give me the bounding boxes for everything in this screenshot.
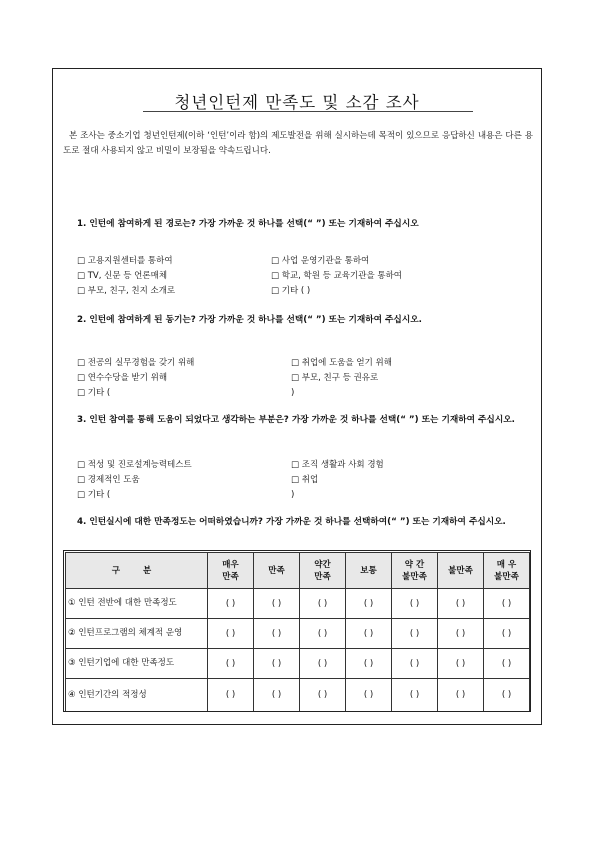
rating-blank[interactable]: ( ) xyxy=(317,628,328,639)
header-satisfied: 만족 xyxy=(254,553,300,589)
header-somewhat-dissatisfied: 약 간 불만족 xyxy=(392,553,438,589)
question-2-text: 2. 인턴에 참여하게 된 동기는? 가장 가까운 것 하나를 선택(“ ”) 또는 기재하여 주십시오. xyxy=(77,315,422,325)
rating-cell[interactable] xyxy=(346,619,392,649)
rating-blank[interactable]: ( ) xyxy=(501,598,512,609)
q1-option-1[interactable]: □ 고용지원센터를 통하여 xyxy=(77,256,173,266)
rating-blank[interactable]: ( ) xyxy=(225,658,236,669)
rating-blank[interactable]: ( ) xyxy=(501,658,512,669)
rating-cell[interactable] xyxy=(208,649,254,679)
rating-cell[interactable] xyxy=(484,679,530,712)
q1-option-2[interactable]: □ 사업 운영기관을 통하여 xyxy=(271,256,370,266)
rating-blank[interactable]: ( ) xyxy=(409,690,420,700)
rating-cell[interactable] xyxy=(346,679,392,712)
rating-blank[interactable]: ( ) xyxy=(363,628,374,639)
rating-cell[interactable] xyxy=(254,649,300,679)
table-row xyxy=(66,619,530,649)
row-label: ② 인턴프로그램의 체계적 운영 xyxy=(66,619,208,649)
rating-blank[interactable]: ( ) xyxy=(455,598,466,609)
table-header-row xyxy=(66,553,530,589)
rating-cell[interactable] xyxy=(392,589,438,619)
q2-option-5[interactable]: □ 기타 ( xyxy=(77,388,111,398)
rating-cell[interactable] xyxy=(300,589,346,619)
q1-option-5[interactable]: □ 부모, 친구, 친지 소개로 xyxy=(77,286,176,296)
table-row xyxy=(66,589,530,619)
rating-blank[interactable]: ( ) xyxy=(409,628,420,639)
question-1-text: 1. 인턴에 참여하게 된 경로는? 가장 가까운 것 하나를 선택(“ ”) 또는 기재하여 주십시오 xyxy=(77,219,419,229)
header-category: 구 분 xyxy=(66,553,208,589)
q1-option-6[interactable]: □ 기타 ( ) xyxy=(271,286,311,296)
question-2 xyxy=(77,313,529,327)
rating-cell[interactable] xyxy=(254,619,300,649)
rating-cell[interactable] xyxy=(208,679,254,712)
rating-blank[interactable]: ( ) xyxy=(363,658,374,669)
survey-frame xyxy=(52,68,542,725)
rating-blank[interactable]: ( ) xyxy=(363,690,374,700)
rating-blank[interactable]: ( ) xyxy=(363,598,374,609)
rating-cell[interactable] xyxy=(254,679,300,712)
q3-option-4[interactable]: □ 취업 xyxy=(291,475,319,485)
rating-cell[interactable] xyxy=(300,679,346,712)
header-very-satisfied: 매우 만족 xyxy=(208,553,254,589)
q2-option-1[interactable]: □ 전공의 실무경험을 갖기 위해 xyxy=(77,358,195,368)
rating-blank[interactable]: ( ) xyxy=(225,628,236,639)
rating-blank[interactable]: ( ) xyxy=(317,658,328,669)
header-dissatisfied: 불만족 xyxy=(438,553,484,589)
rating-cell[interactable] xyxy=(484,589,530,619)
rating-cell[interactable] xyxy=(484,619,530,649)
rating-cell[interactable] xyxy=(208,589,254,619)
rating-blank[interactable]: ( ) xyxy=(317,598,328,609)
rating-cell[interactable] xyxy=(346,589,392,619)
rating-cell[interactable] xyxy=(392,649,438,679)
rating-blank[interactable]: ( ) xyxy=(455,658,466,669)
intro-paragraph: 본 조사는 중소기업 청년인턴제(이하 ‘인턴’이라 함)의 제도발전을 위해 실시하는데 목적이 있으므로 응답하신 내용은 다른 용도로 절대 사용되지 않고 비밀이 보장됨을 약속드립니다. xyxy=(63,131,533,156)
q3-option-1[interactable]: □ 적성 및 진로설계능력테스트 xyxy=(77,460,192,470)
rating-blank[interactable]: ( ) xyxy=(271,598,282,609)
q3-option-3[interactable]: □ 경제적인 도움 xyxy=(77,475,140,485)
q1-option-3[interactable]: □ TV, 신문 등 언론매체 xyxy=(77,271,168,281)
page-title: 청년인턴제 만족도 및 소감 조사 xyxy=(174,93,420,112)
title-underline xyxy=(143,111,473,112)
rating-blank[interactable]: ( ) xyxy=(501,628,512,639)
row-label: ① 인턴 전반에 대한 만족정도 xyxy=(66,589,208,619)
rating-blank[interactable]: ( ) xyxy=(409,598,420,609)
question-3-text: 3. 인턴 참여를 통해 도움이 되었다고 생각하는 부분은? 가장 가까운 것 하나를 선택(“ ”) 또는 기재하여 주십시오. xyxy=(77,415,515,425)
q3-option-2[interactable]: □ 조직 생활과 사회 경험 xyxy=(291,460,384,470)
q3-option-5-close: ) xyxy=(291,490,295,500)
question-4-text: 4. 인턴실시에 대한 만족정도는 어떠하였습니까? 가장 가까운 것 하나를 선택하여(“ ”) 또는 기재하여 주십시오. xyxy=(77,517,506,527)
rating-cell[interactable] xyxy=(438,649,484,679)
question-1 xyxy=(77,217,529,231)
rating-blank[interactable]: ( ) xyxy=(271,658,282,669)
rating-blank[interactable]: ( ) xyxy=(271,628,282,639)
rating-cell[interactable] xyxy=(438,589,484,619)
rating-blank[interactable]: ( ) xyxy=(225,690,236,700)
row-label: ③ 인턴기업에 대한 만족정도 xyxy=(66,649,208,679)
rating-cell[interactable] xyxy=(346,649,392,679)
rating-blank[interactable]: ( ) xyxy=(501,690,512,700)
rating-cell[interactable] xyxy=(438,679,484,712)
q2-option-2[interactable]: □ 취업에 도움을 얻기 위해 xyxy=(291,358,392,368)
row-label: ④ 인턴기간의 적정성 xyxy=(66,679,208,712)
header-somewhat-satisfied: 약간 만족 xyxy=(300,553,346,589)
rating-cell[interactable] xyxy=(300,619,346,649)
rating-blank[interactable]: ( ) xyxy=(455,690,466,700)
header-neutral: 보통 xyxy=(346,553,392,589)
rating-blank[interactable]: ( ) xyxy=(225,598,236,609)
rating-cell[interactable] xyxy=(484,649,530,679)
table-row xyxy=(66,649,530,679)
q2-option-5-close: ) xyxy=(291,388,295,398)
rating-cell[interactable] xyxy=(208,619,254,649)
q1-option-4[interactable]: □ 학교, 학원 등 교육기관을 통하여 xyxy=(271,271,402,281)
rating-cell[interactable] xyxy=(438,619,484,649)
question-4 xyxy=(77,515,529,529)
rating-blank[interactable]: ( ) xyxy=(317,690,328,700)
table-row xyxy=(66,679,530,712)
header-very-dissatisfied: 매 우 불만족 xyxy=(484,553,530,589)
q3-option-5[interactable]: □ 기타 ( xyxy=(77,490,111,500)
rating-cell[interactable] xyxy=(300,649,346,679)
question-3 xyxy=(77,413,529,427)
rating-cell[interactable] xyxy=(254,589,300,619)
rating-cell[interactable] xyxy=(392,619,438,649)
q2-option-3[interactable]: □ 연수수당을 받기 위해 xyxy=(77,373,168,383)
q2-option-4[interactable]: □ 부모, 친구 등 권유로 xyxy=(291,373,379,383)
rating-blank[interactable]: ( ) xyxy=(455,628,466,639)
rating-blank[interactable]: ( ) xyxy=(271,690,282,700)
rating-cell[interactable] xyxy=(392,679,438,712)
satisfaction-table xyxy=(65,552,530,712)
rating-blank[interactable]: ( ) xyxy=(409,658,420,669)
